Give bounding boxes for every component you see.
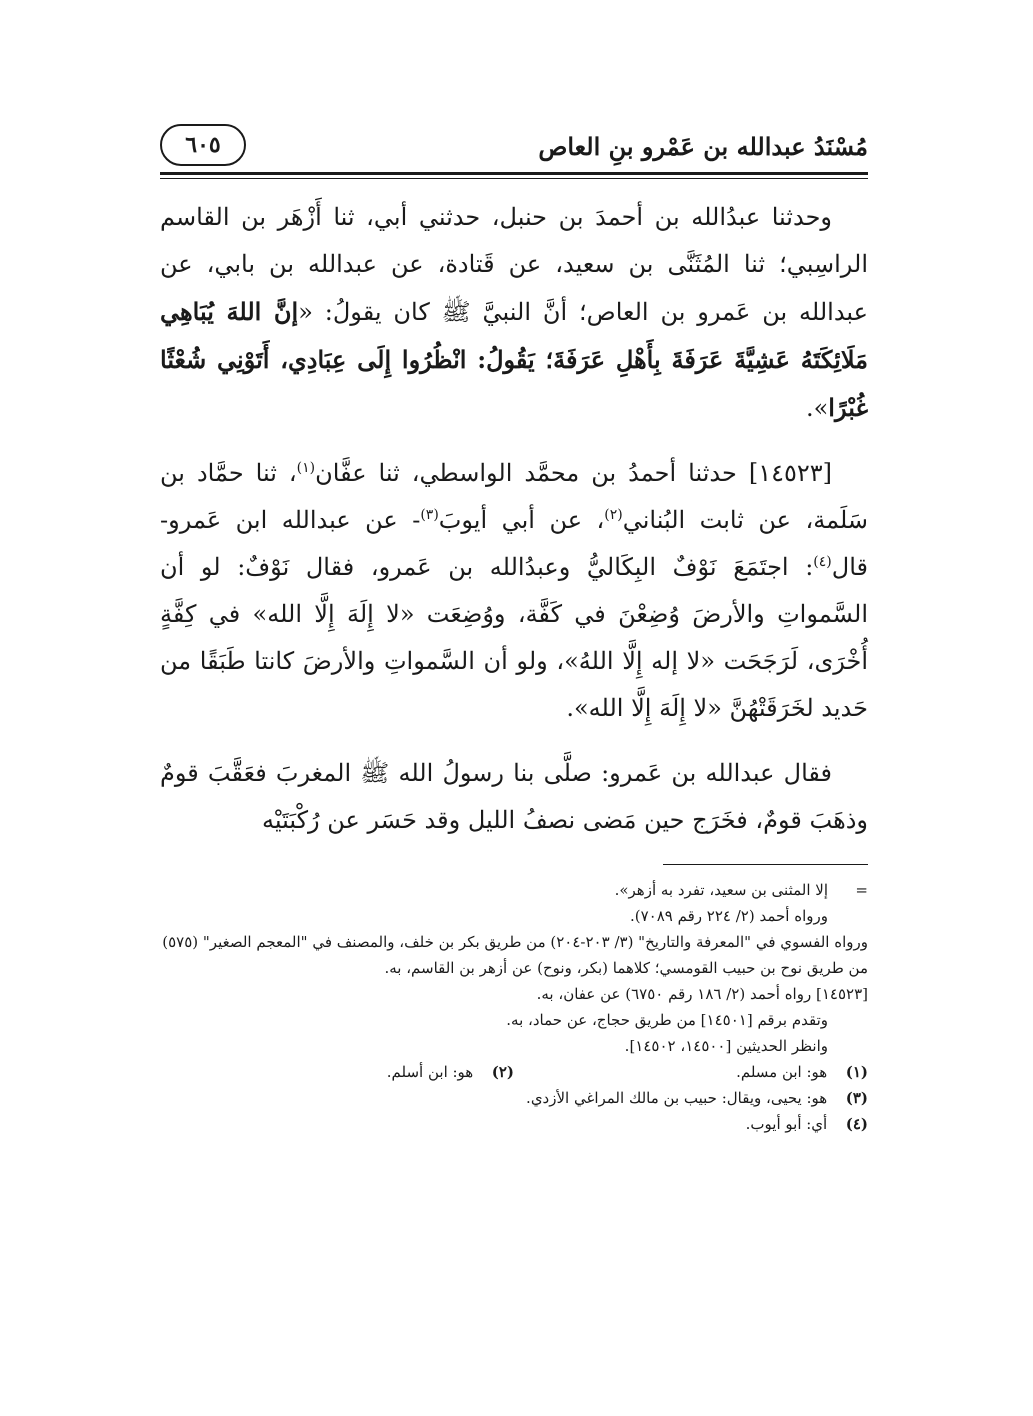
p2-text-2: ، ثنا حمَّاد بن سَلَمة، عن ثابت البُناني [160, 459, 869, 534]
paragraph-2 [160, 450, 868, 732]
footnote-line: ورواه أحمد (٢/ ٢٢٤ رقم ٧٠٨٩). [630, 907, 828, 925]
paragraph-3 [160, 750, 868, 844]
footnote-item [160, 1085, 868, 1111]
footnote-ref-line: وانظر الحديثين [١٤٥٠٠، ١٤٥٠٢]. [624, 1037, 828, 1055]
footnote-line: إلا المثنى بن سعيد، تفرد به أزهر». [614, 881, 828, 899]
footnote-text: أي: أبو أيوب. [745, 1115, 828, 1133]
footnote-ref-1: (١) [296, 460, 316, 476]
p1-end: ». [805, 394, 829, 422]
continuation-mark: = [855, 881, 868, 899]
footnote-ref-line: وتقدم برقم [١٤٥٠١] من طريق حجاج، عن حماد، به. [506, 1011, 828, 1029]
p2-text-3: ، عن أبي أيوبَ [438, 506, 605, 534]
footnote-item [160, 1111, 868, 1137]
footnote-text: هو: يحيى، ويقال: حبيب بن مالك المراغي الأزدي. [526, 1089, 828, 1107]
book-page [160, 118, 868, 1137]
footnote-item [160, 1059, 514, 1085]
p2-text-4: - عن عبدالله ابن عَمرو- قال [160, 506, 868, 581]
paragraph-1 [160, 194, 868, 432]
footnote-continuation [160, 877, 868, 903]
footnote-ref-4: (٤) [813, 554, 832, 570]
footnote-row [160, 1059, 868, 1085]
page-number: ٦٠٥ [160, 124, 246, 166]
p1-text: وحدثنا عبدُالله بن أحمدَ بن حنبل، حدثني أبي، ثنا أَزْهَر بن القاسم الراسِبي؛ ثنا المُثَنَّى بن سعيد، عن قَتادة، عن عبدالله بن بابي، عن عبدالله بن عَمرو بن العاص؛ أنَّ النبيَّ ﷺ كان يقولُ: « [160, 203, 868, 326]
footnote-line: ورواه الفسوي في "المعرفة والتاريخ" (٣/ ٢٠٣-٢٠٤) من طريق بكر بن خلف، والمصنف في "المعجم الصغير" (٥٧٥) من طريق نوح بن حبيب القومسي؛ كلاهما (بكر، ونوح) عن أزهر بن القاسم، به. [162, 933, 868, 977]
footnote-ref-line: [١٤٥٢٣] رواه أحمد (٢/ ١٨٦ رقم ٦٧٥٠) عن عفان، به. [536, 985, 868, 1003]
footnotes [160, 877, 868, 1137]
footnote-number: (١) [845, 1063, 868, 1081]
footnote-ref-3: (٣) [420, 507, 439, 523]
running-title: مُسْنَدُ عبدالله بن عَمْرو بنِ العاص [538, 132, 868, 161]
footnote-number: (٢) [491, 1063, 514, 1081]
footnote-separator [663, 864, 868, 865]
p3-text: فقال عبدالله بن عَمرو: صلَّى بنا رسولُ الله ﷺ المغربَ فعَقَّبَ قومٌ وذهَبَ قومٌ، فخَرَج حين مَضى نصفُ الليل وقد حَسَر عن رُكْبَتَيْه [160, 759, 868, 834]
header-rule-thick [160, 172, 868, 175]
footnote-text: هو: ابن مسلم. [736, 1063, 828, 1081]
footnote-item [514, 1059, 868, 1085]
hadith-text: إنَّ اللهَ يُبَاهِي مَلَائِكَتَهُ عَشِيَّةَ عَرَفَةَ بِأَهْلِ عَرَفَةَ؛ يَقُولُ: انْظُرُوا إِلَى عِبَادِي، أَتَوْنِي شُعْثًا غُبْرًا [160, 297, 868, 422]
p2-text-5: : اجتَمَعَ نَوْفٌ البِكَاليُّ وعبدُالله بن عَمرو، فقال نَوْفٌ: لو أن السَّمواتِ والأرضَ وُضِعْنَ في كَفَّة، ووُضِعَت «لا إِلَهَ إِلَّا الله» في كِفَّةٍ أُخْرَى، لَرَجَحَت «لا إله إِلَّا اللهُ»، ولو أن السَّمواتِ والأرضَ كانتا طَبَقًا من حَديد لخَرَقَتْهُنَّ «لا إِلَهَ إِلَّا الله». [160, 553, 868, 722]
footnote-number: (٣) [845, 1089, 868, 1107]
footnote-ref-2: (٢) [604, 507, 623, 523]
page-header [160, 118, 868, 182]
footnote-text: هو: ابن أسلم. [386, 1063, 474, 1081]
footnote-number: (٤) [845, 1115, 868, 1133]
header-rule-thin [160, 178, 868, 179]
main-text [160, 194, 868, 844]
p2-text-1: [١٤٥٢٣] حدثنا أحمدُ بن محمَّد الواسطي، ثنا عفَّان [315, 459, 833, 487]
